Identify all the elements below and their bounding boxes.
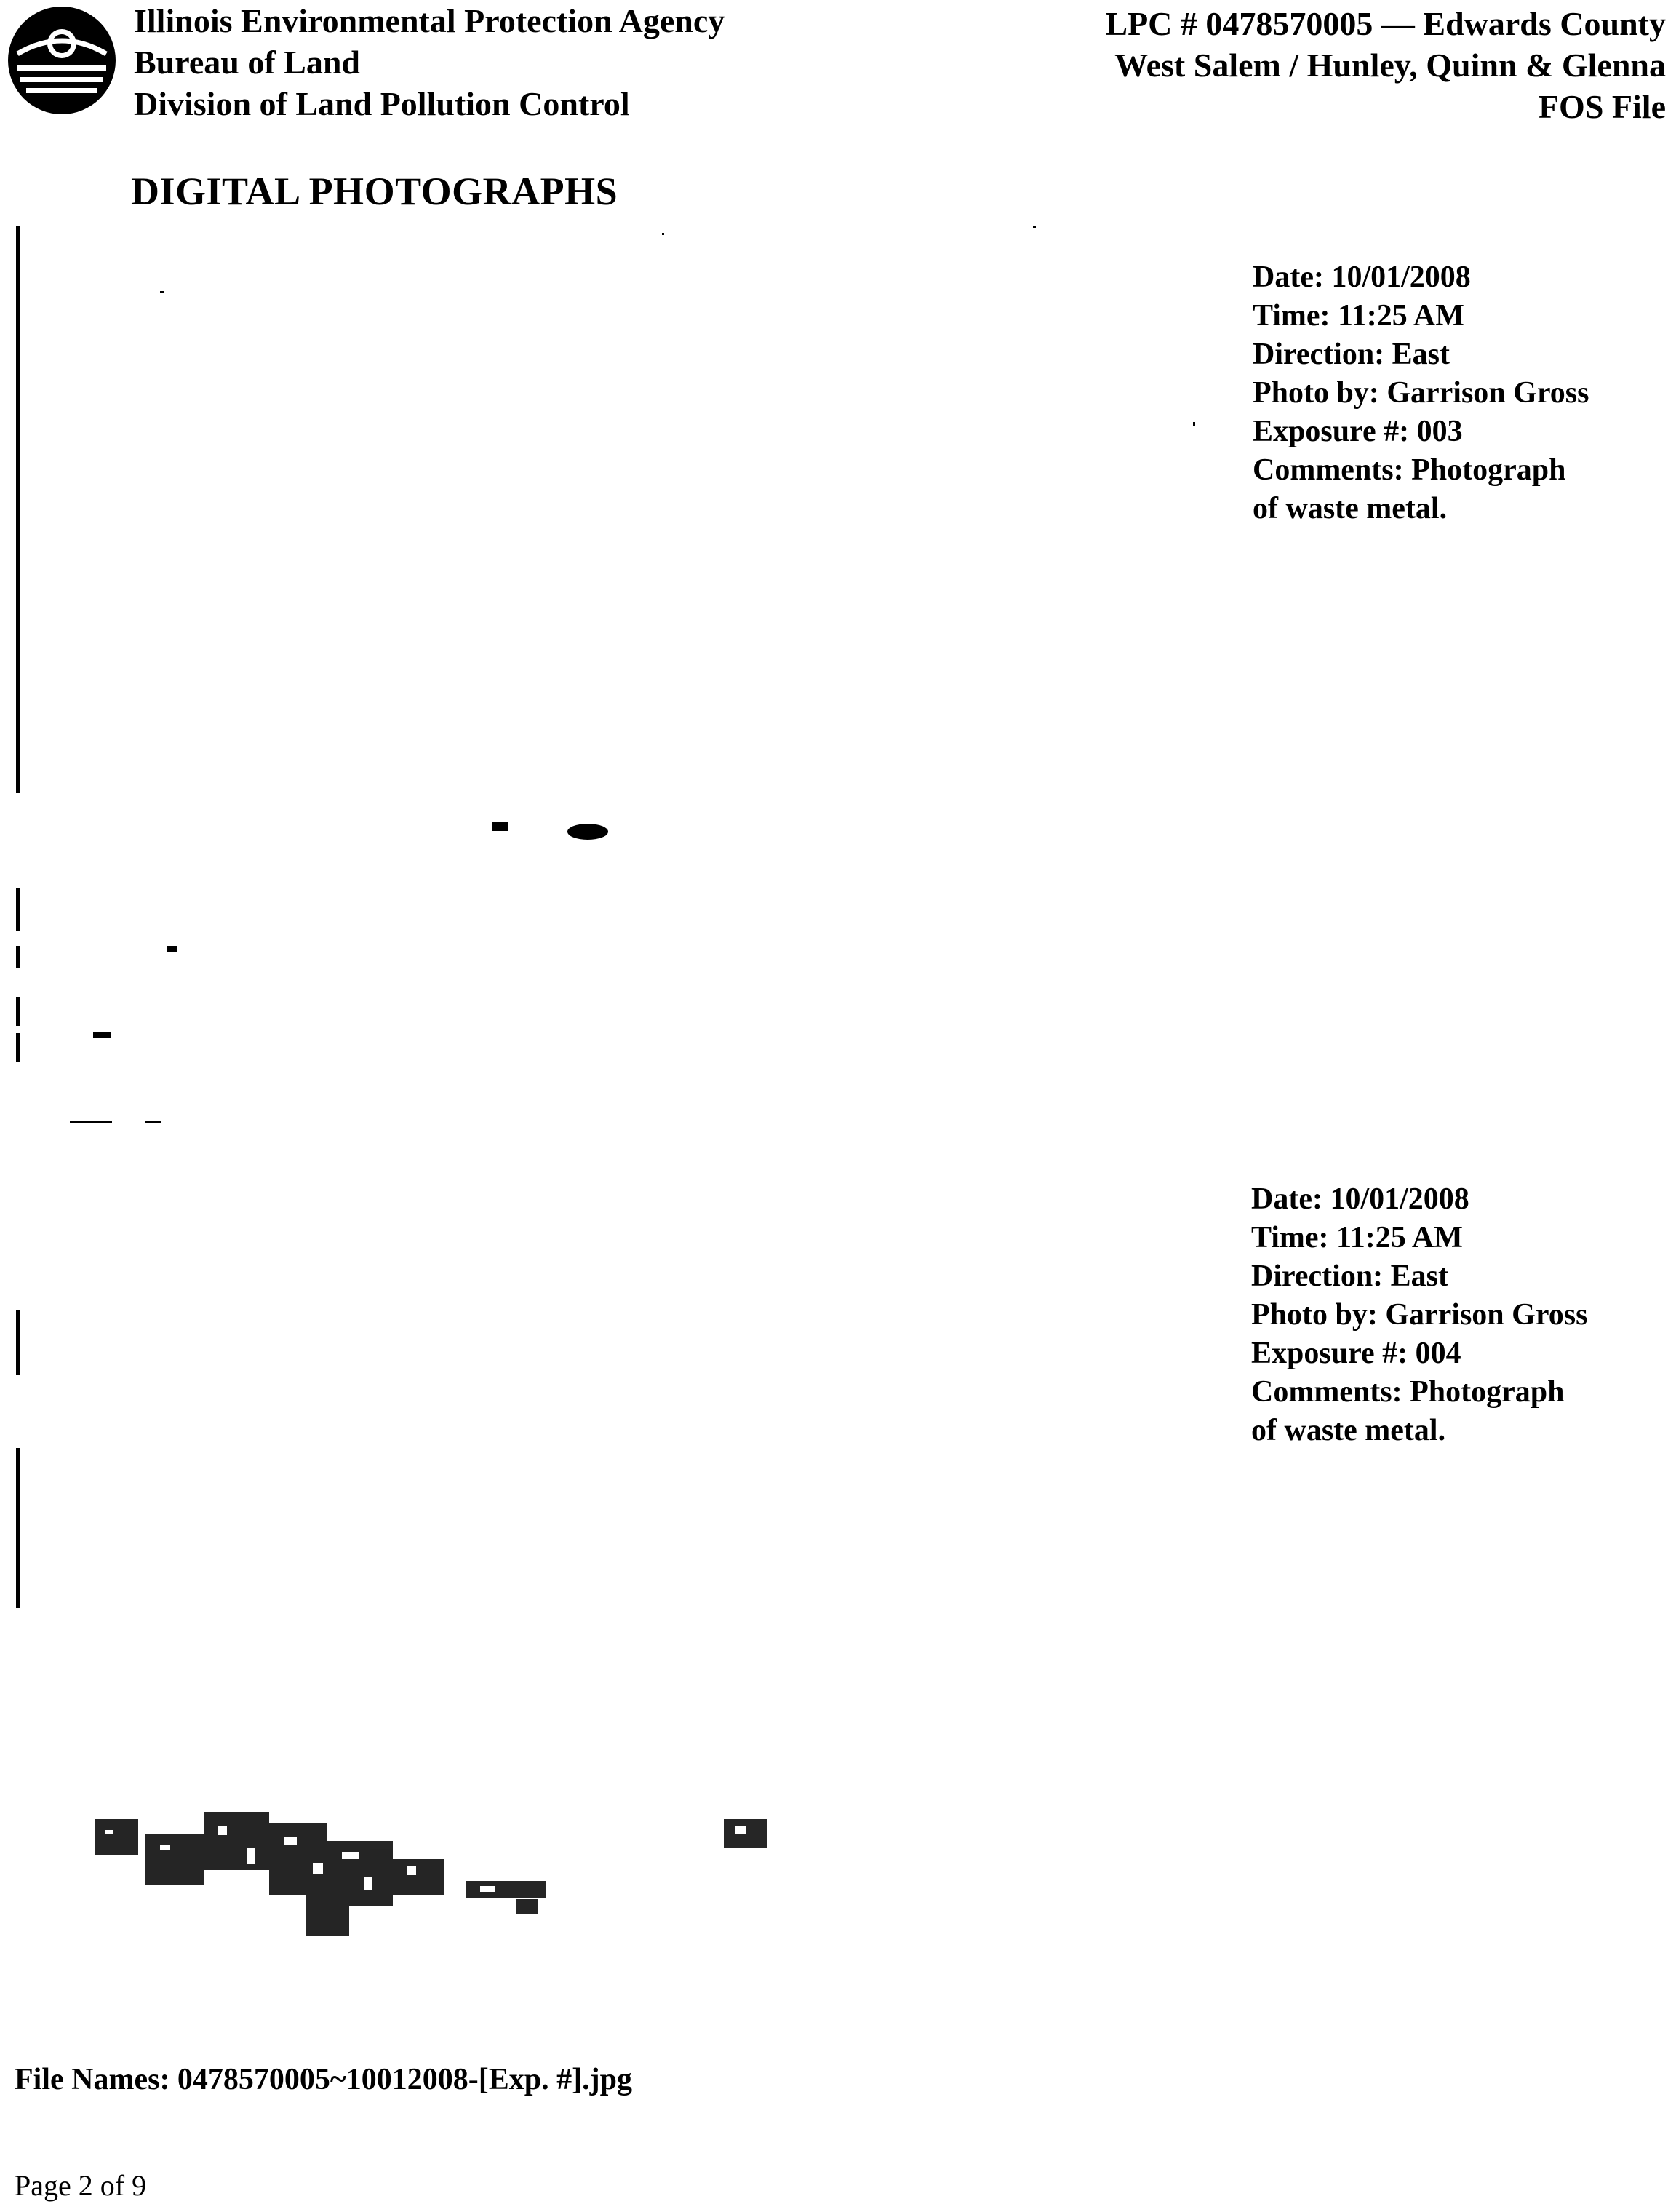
file-names-line: File Names: 0478570005~10012008-[Exp. #].jpg: [15, 2063, 632, 2096]
site-name: West Salem / Hunley, Quinn & Glenna: [1114, 47, 1666, 84]
photo-frame-1: [0, 218, 1208, 895]
scan-edge-marks: [0, 873, 218, 1135]
photo-1-scan-artifacts: [0, 218, 1208, 895]
file-type: FOS File: [1538, 88, 1666, 125]
photo-1-comments: Comments: Photograph: [1253, 453, 1566, 487]
photo-2-date: Date: 10/01/2008: [1251, 1182, 1469, 1216]
bureau-name: Bureau of Land: [134, 44, 361, 81]
page-title: DIGITAL PHOTOGRAPHS: [131, 170, 618, 213]
photo-1-metadata: [1253, 258, 1589, 528]
photo-1-comments-continued: of waste metal.: [1253, 492, 1448, 525]
photo-2-scan-artifacts: [0, 1164, 1208, 1994]
division-name: Division of Land Pollution Control: [134, 85, 630, 122]
photo-2-time: Time: 11:25 AM: [1251, 1221, 1463, 1254]
lpc-number: LPC # 0478570005 — Edwards County: [1105, 5, 1666, 42]
site-info-block: [1105, 3, 1666, 127]
photo-2-metadata: [1251, 1180, 1587, 1450]
photo-2-direction: Direction: East: [1251, 1260, 1449, 1293]
photo-1-photographer: Photo by: Garrison Gross: [1253, 376, 1589, 410]
agency-name: Illinois Environmental Protection Agency: [134, 2, 725, 39]
photo-2-comments: Comments: Photograph: [1251, 1375, 1565, 1409]
page-number: Page 2 of 9: [15, 2169, 147, 2202]
photo-2-exposure: Exposure #: 004: [1251, 1337, 1461, 1370]
agency-name-block: [134, 0, 725, 124]
photo-2-comments-continued: of waste metal.: [1251, 1414, 1446, 1447]
photo-frame-2: [0, 1164, 1208, 1994]
photo-1-date: Date: 10/01/2008: [1253, 260, 1471, 294]
photo-1-direction: Direction: East: [1253, 338, 1450, 371]
photo-1-time: Time: 11:25 AM: [1253, 299, 1464, 333]
photo-2-photographer: Photo by: Garrison Gross: [1251, 1298, 1588, 1332]
photo-1-exposure: Exposure #: 003: [1253, 415, 1463, 448]
illinois-epa-seal-icon: [7, 6, 116, 115]
